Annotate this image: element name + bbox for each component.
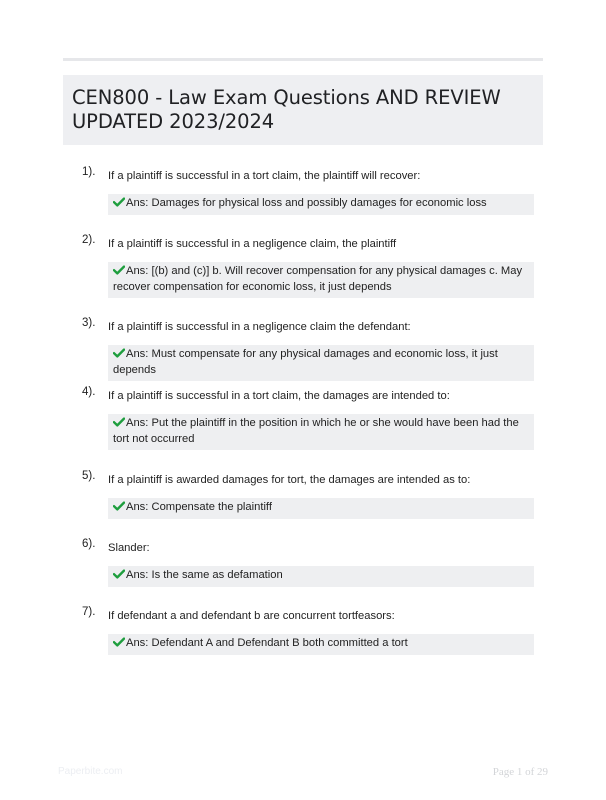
question-text: If a plaintiff is successful in a negligence claim, the plaintiff — [108, 238, 397, 250]
question-text: If a plaintiff is awarded damages for tort, the damages are intended as to: — [108, 474, 471, 486]
question-number: 7). — [82, 606, 96, 618]
answer-text: Ans: [(b) and (c)] b. Will recover compensation for any physical damages c. May recover compensation for economic loss, it just depends — [113, 265, 523, 293]
title-banner — [63, 75, 543, 145]
question-text: If a plaintiff is successful in a tort claim, the plaintiff will recover: — [108, 170, 421, 182]
answer-box — [108, 194, 534, 215]
answer-box — [108, 414, 534, 450]
document-title: CEN800 - Law Exam Questions AND REVIEW UPDATED 2023/2024 — [72, 86, 501, 133]
check-icon — [113, 348, 125, 358]
question-number: 5). — [82, 470, 96, 482]
question-number: 2). — [82, 234, 96, 246]
question-text: If a plaintiff is successful in a tort claim, the damages are intended to: — [108, 390, 450, 402]
question-text: If a plaintiff is successful in a negligence claim the defendant: — [108, 321, 411, 333]
footer-site-watermark: Paperbite.com — [58, 766, 123, 777]
check-icon — [113, 637, 125, 647]
answer-box — [108, 345, 534, 381]
answer-text: Ans: Is the same as defamation — [126, 569, 283, 581]
question-text: Slander: — [108, 542, 150, 554]
answer-box — [108, 498, 534, 519]
question-number: 1). — [82, 166, 96, 178]
question-number: 3). — [82, 317, 96, 329]
answer-box — [108, 566, 534, 587]
top-divider — [63, 58, 543, 61]
answer-text: Ans: Must compensate for any physical damages and economic loss, it just depends — [113, 348, 498, 376]
answer-box — [108, 262, 534, 298]
question-number: 6). — [82, 538, 96, 550]
answer-text: Ans: Defendant A and Defendant B both committed a tort — [126, 637, 408, 649]
answer-box — [108, 634, 534, 655]
check-icon — [113, 569, 125, 579]
answer-text: Ans: Damages for physical loss and possibly damages for economic loss — [126, 197, 487, 209]
question-text: If defendant a and defendant b are concurrent tortfeasors: — [108, 610, 395, 622]
check-icon — [113, 265, 125, 275]
check-icon — [113, 197, 125, 207]
answer-text: Ans: Put the plaintiff in the position in which he or she would have been had the tort not occurred — [113, 417, 519, 445]
question-number: 4). — [82, 386, 96, 398]
check-icon — [113, 501, 125, 511]
check-icon — [113, 417, 125, 427]
answer-text: Ans: Compensate the plaintiff — [126, 501, 272, 513]
page-number: Page 1 of 29 — [492, 766, 548, 778]
